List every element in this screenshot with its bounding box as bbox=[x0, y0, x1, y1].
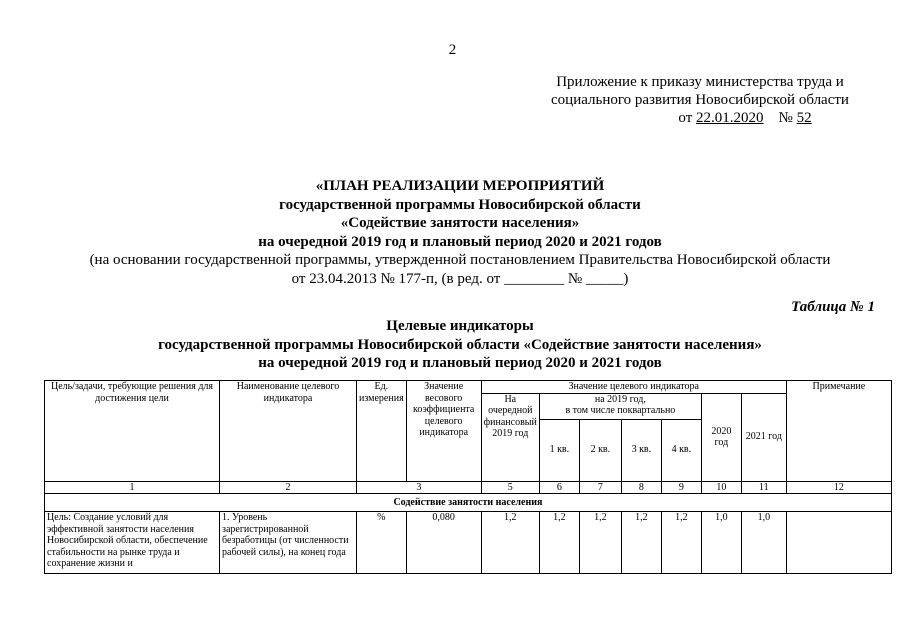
row-unit: % bbox=[357, 512, 407, 574]
column-number: 3 bbox=[357, 481, 482, 494]
header-goal: Цель/задачи, требующие решения для достижения цели bbox=[45, 381, 220, 482]
appendix-line-2: социального развития Новосибирской области bbox=[551, 92, 849, 108]
column-number: 8 bbox=[621, 481, 661, 494]
table-title-line-1: Целевые индикаторы bbox=[386, 318, 534, 334]
title-line-1: «ПЛАН РЕАЛИЗАЦИИ МЕРОПРИЯТИЙ bbox=[315, 178, 605, 194]
section-title: Содействие занятости населения bbox=[45, 494, 892, 512]
table-label: Таблица № 1 bbox=[791, 299, 875, 315]
table-title-line-2: государственной программы Новосибирской области «Содействие занятости населения» bbox=[158, 336, 762, 353]
row-q3: 1,2 bbox=[621, 512, 661, 574]
row-weight: 0,080 bbox=[406, 512, 481, 574]
row-q4: 1,2 bbox=[661, 512, 701, 574]
header-2021: 2021 год bbox=[741, 393, 786, 481]
row-2020: 1,0 bbox=[701, 512, 741, 574]
header-indicator-name: Наименование целевого индикатора bbox=[220, 381, 357, 482]
row-goal: Цель: Создание условий для эффективной занятости населения Новосибирской области, обеспечение стабильности на рынке труда и сохранение жизни и bbox=[45, 512, 220, 574]
appendix-number-prefix: № bbox=[778, 110, 797, 126]
row-note bbox=[786, 512, 891, 574]
title-line-3: «Содействие занятости населения» bbox=[340, 215, 580, 231]
header-next-year: На очередной финансовый 2019 год bbox=[481, 393, 539, 481]
column-number: 12 bbox=[786, 481, 891, 494]
column-number: 1 bbox=[45, 481, 220, 494]
header-unit: Ед. измерения bbox=[357, 381, 407, 482]
appendix-header bbox=[520, 73, 880, 127]
title-line-6: от 23.04.2013 № 177-п, (в ред. от ________ № _____) bbox=[291, 270, 629, 287]
row-next-year: 1,2 bbox=[481, 512, 539, 574]
header-note: Примечание bbox=[786, 381, 891, 482]
header-2019-quarterly bbox=[539, 393, 701, 419]
header-2020: 2020 год bbox=[701, 393, 741, 481]
header-q3: 3 кв. bbox=[621, 419, 661, 481]
title-line-2: государственной программы Новосибирской области bbox=[279, 196, 641, 213]
indicators-table bbox=[44, 380, 892, 574]
page-number: 2 bbox=[448, 42, 457, 58]
row-2021: 1,0 bbox=[741, 512, 786, 574]
table-title bbox=[60, 317, 860, 373]
header-q1: 1 кв. bbox=[539, 419, 579, 481]
row-q1: 1,2 bbox=[539, 512, 579, 574]
title-line-5: (на основании государственной программы, утвержденной постановлением Правительства Новосибирской области bbox=[89, 252, 831, 268]
header-value-group: Значение целевого индикатора bbox=[481, 381, 786, 394]
row-q2: 1,2 bbox=[579, 512, 621, 574]
title-line-4: на очередной 2019 год и плановый период 2020 и 2021 годов bbox=[258, 233, 662, 250]
column-number-row bbox=[45, 481, 892, 494]
appendix-line-1: Приложение к приказу министерства труда и bbox=[556, 74, 844, 90]
column-number: 11 bbox=[741, 481, 786, 494]
header-year-2019: на 2019 год, bbox=[594, 393, 646, 405]
document-title bbox=[60, 177, 860, 288]
table-title-line-3: на очередной 2019 год и плановый период 2020 и 2021 годов bbox=[258, 355, 662, 371]
column-number: 9 bbox=[661, 481, 701, 494]
column-number: 7 bbox=[579, 481, 621, 494]
table-row bbox=[45, 512, 892, 574]
header-weight: Значение весового коэффициента целевого индикатора bbox=[406, 381, 481, 482]
column-number: 5 bbox=[481, 481, 539, 494]
appendix-number: 52 bbox=[796, 110, 812, 126]
header-quarterly: в том числе поквартально bbox=[565, 405, 676, 416]
header-q2: 2 кв. bbox=[579, 419, 621, 481]
row-indicator: 1. Уровень зарегистрированной безработицы (от численности рабочей силы), на конец года bbox=[220, 512, 357, 574]
appendix-date-prefix: от bbox=[678, 110, 697, 126]
column-number: 6 bbox=[539, 481, 579, 494]
header-q4: 4 кв. bbox=[661, 419, 701, 481]
column-number: 2 bbox=[220, 481, 357, 494]
column-number: 10 bbox=[701, 481, 741, 494]
appendix-date: 22.01.2020 bbox=[696, 110, 764, 126]
appendix-date-line bbox=[520, 109, 880, 127]
